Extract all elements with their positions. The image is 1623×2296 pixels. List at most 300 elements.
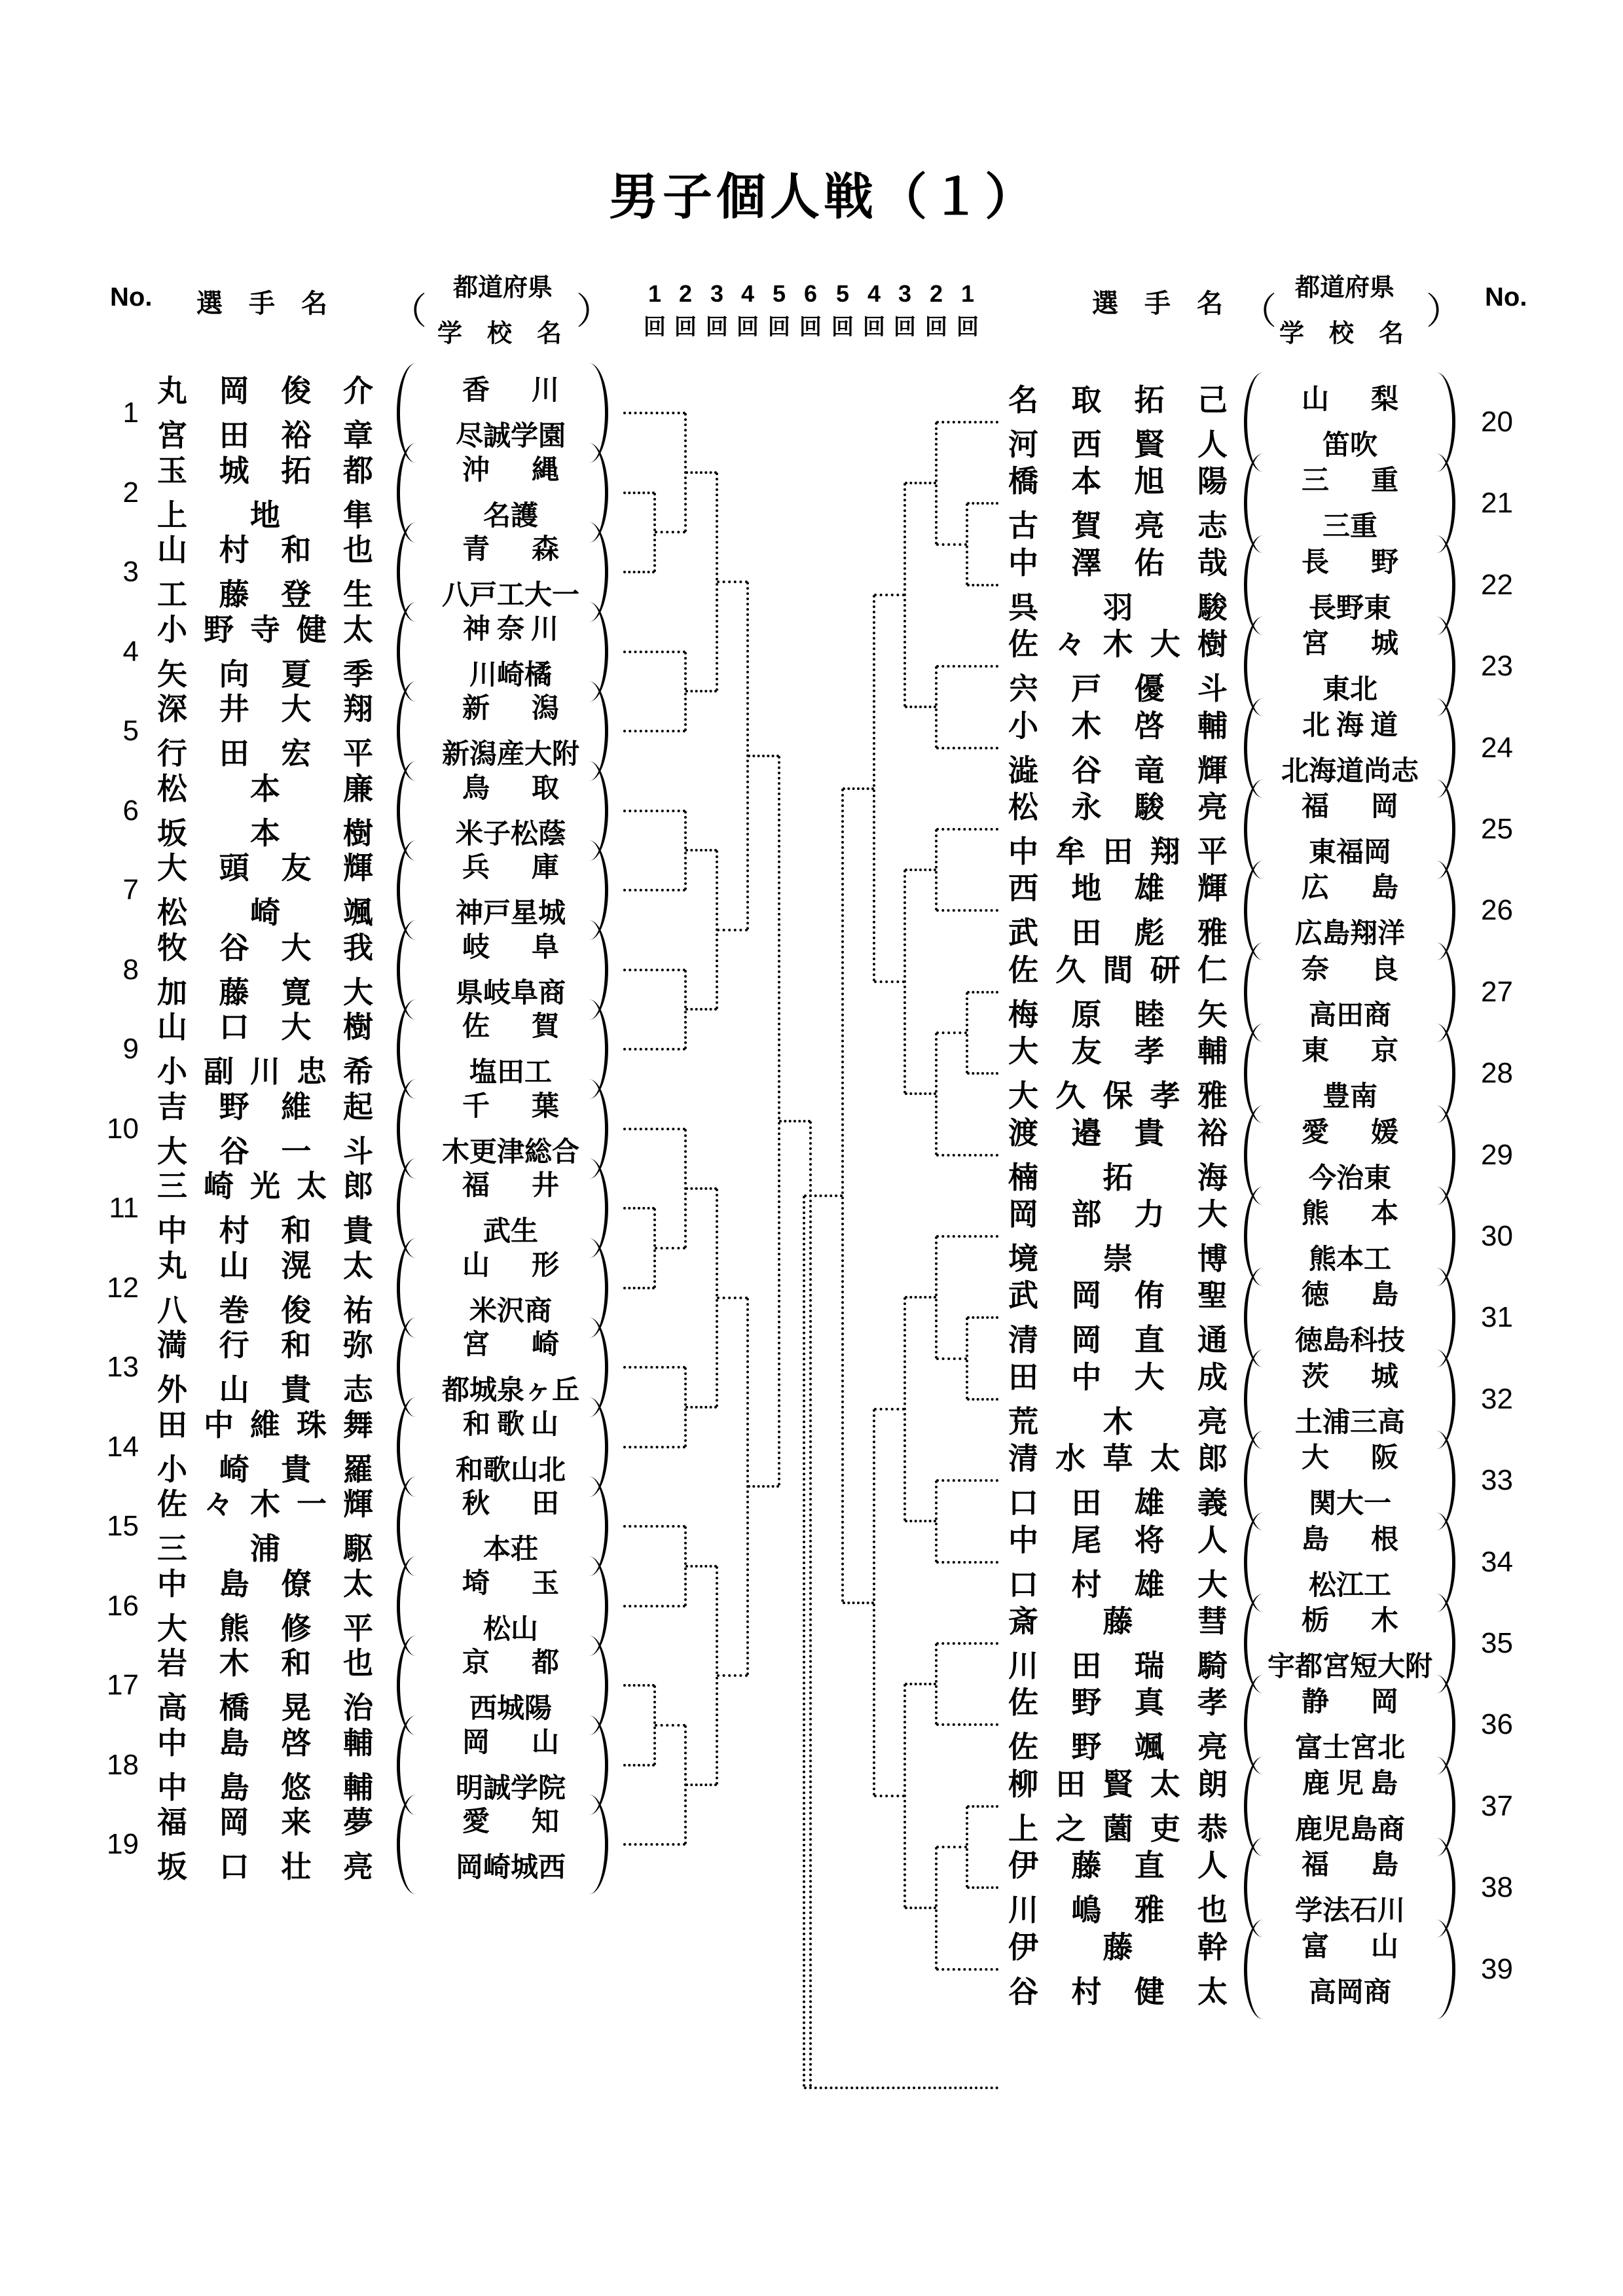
bracket-line-h: [623, 1525, 685, 1528]
bracket-line-h: [936, 543, 968, 546]
bracket-line-h: [623, 492, 655, 494]
entry-number: 33: [1481, 1464, 1513, 1497]
bracket-line-h: [936, 1154, 998, 1157]
player-name: 佐 久 間 研 仁: [1008, 952, 1228, 987]
bracket-line-h: [655, 1724, 686, 1727]
entry-number: 22: [1481, 568, 1513, 601]
bracket-line-h: [623, 571, 655, 573]
entry-number: 24: [1481, 731, 1513, 764]
player-name: 佐 々 木 一 輝: [157, 1487, 373, 1521]
prefecture: 岡 山: [462, 1726, 560, 1757]
school-name: 塩田工: [469, 1056, 552, 1087]
prefecture: 福 岡: [1301, 791, 1399, 821]
round-number: 5: [772, 280, 786, 307]
bracket-line-h: [623, 1287, 655, 1289]
round-suffix: 回: [768, 315, 790, 340]
entry-number: 34: [1481, 1545, 1513, 1578]
player-name: 中 島 啓 輔: [157, 1725, 373, 1760]
prefecture: 佐 賀: [462, 1011, 560, 1041]
bracket-line-h: [623, 810, 685, 812]
col-no-label-left: No.: [110, 283, 153, 312]
bracket-line-h: [685, 1008, 717, 1011]
bracket-line-h: [936, 747, 998, 749]
school-name: 明誠学院: [455, 1772, 566, 1803]
entry-number: 27: [1481, 975, 1513, 1008]
player-name: 坂 本 樹: [157, 816, 373, 850]
school-name: 高岡商: [1308, 1976, 1391, 2007]
bracket-line-h: [967, 1072, 998, 1075]
player-name: 佐 野 颯 亮: [1008, 1730, 1228, 1765]
bracket-line-h: [936, 909, 998, 912]
bracket-line-h: [748, 755, 779, 757]
school-name: 県岐阜商: [455, 977, 566, 1008]
bracket-line-h: [843, 787, 874, 790]
player-name: 小 崎 貴 羅: [157, 1452, 373, 1486]
player-name: 山 村 和 也: [157, 533, 373, 567]
player-name: 工 藤 登 生: [157, 577, 373, 611]
bracket-line-h: [623, 730, 685, 732]
bracket-line-h: [936, 665, 998, 668]
player-name: 清 水 草 太 郎: [1008, 1441, 1228, 1476]
player-name: 宍 戸 優 斗: [1008, 672, 1228, 706]
entry-number: 23: [1481, 650, 1513, 683]
player-name: 牧 谷 大 我: [157, 930, 373, 965]
entry-number: 35: [1481, 1627, 1513, 1659]
player-name: 三 浦 駆: [157, 1532, 373, 1566]
bracket-line-h: [936, 828, 998, 831]
player-name: 玉 城 拓 都: [157, 453, 373, 488]
entry-number: 6: [122, 794, 139, 827]
school-name: 高田商: [1308, 999, 1391, 1030]
bracket-line-h: [623, 1764, 655, 1767]
prefecture: 香 川: [462, 374, 560, 405]
entry-number: 18: [107, 1748, 139, 1781]
bracket-line-h: [685, 1565, 717, 1568]
entry-number: 14: [107, 1430, 139, 1463]
school-name: 岡崎城西: [455, 1852, 566, 1882]
player-name: 松 永 駿 亮: [1008, 790, 1228, 824]
prefecture: 富 山: [1301, 1930, 1399, 1962]
bracket-line-h: [936, 421, 998, 423]
entry-number: 1: [122, 397, 139, 429]
player-name: 小 副 川 忠 希: [157, 1054, 373, 1088]
player-name: 大 友 孝 輔: [1008, 1034, 1228, 1069]
bracket-line-h: [874, 980, 905, 983]
round-suffix: 回: [831, 315, 854, 340]
col-no-label-right: No.: [1485, 283, 1527, 312]
prefecture: 和 歌 山: [462, 1408, 559, 1439]
school-name: 関大一: [1308, 1488, 1391, 1519]
entry-number: 30: [1481, 1220, 1513, 1252]
bracket-line-h: [623, 1843, 685, 1846]
bracket-line-h: [685, 1187, 717, 1190]
bracket-line-h: [623, 1207, 655, 1210]
school-name: 和歌山北: [455, 1454, 566, 1485]
prefecture: 山 梨: [1301, 384, 1399, 414]
school-name: 今治東: [1308, 1162, 1391, 1193]
player-name: 大 谷 一 斗: [157, 1134, 373, 1168]
prefecture: 茨 城: [1301, 1360, 1399, 1391]
player-name: 八 巻 俊 祐: [157, 1293, 373, 1327]
prefecture: 千 葉: [462, 1090, 560, 1121]
prefecture: 秋 田: [462, 1488, 560, 1518]
player-name: 武 田 彪 雅: [1008, 916, 1228, 950]
bracket-line-h: [623, 412, 685, 414]
prefecture: 福 井: [462, 1170, 560, 1200]
entry-number: 7: [122, 874, 139, 906]
school-name: 広島翔洋: [1294, 918, 1405, 949]
bracket-line-h: [623, 1048, 685, 1050]
player-name: 深 井 大 翔: [157, 692, 373, 726]
school-name: 新潟産大附: [441, 738, 579, 769]
player-name: 宮 田 裕 章: [157, 418, 373, 452]
entry-number: 37: [1481, 1789, 1513, 1822]
prefecture: 山 形: [462, 1249, 560, 1280]
col-school-label-right: 学 校 名: [1279, 320, 1404, 348]
col-player-label-left: 選 手 名: [196, 289, 327, 318]
entry-number: 15: [107, 1510, 139, 1542]
school-name: 長野東: [1308, 592, 1391, 623]
round-suffix: 回: [894, 315, 916, 340]
bracket-line-h: [623, 1446, 685, 1448]
player-name: 西 地 雄 輝: [1008, 871, 1228, 906]
school-name: 富士宮北: [1294, 1732, 1405, 1763]
prefecture: 愛 知: [462, 1806, 560, 1837]
bracket-line-h: [623, 969, 685, 971]
bracket-line-h: [967, 1316, 998, 1319]
round-number: 4: [867, 280, 881, 307]
player-name: 吉 野 維 起: [157, 1089, 373, 1124]
player-name: 名 取 拓 己: [1008, 383, 1228, 417]
bracket-line-h: [905, 1683, 936, 1685]
player-name: 外 山 貴 志: [157, 1372, 373, 1407]
prefecture: 沖 縄: [462, 454, 560, 485]
player-name: 中 澤 佑 哉: [1008, 545, 1228, 580]
player-name: 武 岡 侑 聖: [1008, 1278, 1228, 1313]
player-name: 矢 向 夏 季: [157, 656, 373, 691]
player-name: 伊 藤 幹: [1008, 1929, 1228, 1964]
school-name: 北海道尚志: [1281, 755, 1419, 786]
player-name: 荒 木 亮: [1008, 1404, 1228, 1439]
player-name: 小 木 啓 輔: [1008, 708, 1228, 743]
school-name: 東北: [1322, 673, 1377, 705]
player-name: 岡 部 力 大: [1008, 1197, 1228, 1231]
player-name: 渡 邉 貴 裕: [1008, 1115, 1228, 1150]
entry-number: 13: [107, 1351, 139, 1383]
school-name: 三重: [1322, 511, 1377, 542]
right-winner-line: [803, 1196, 805, 2088]
bracket-line-h: [874, 594, 905, 596]
prefecture: 奈 良: [1301, 953, 1399, 984]
player-name: 松 本 廉: [157, 771, 373, 806]
paren-open-left-header: （: [390, 291, 427, 332]
prefecture: 鳥 取: [462, 772, 560, 803]
prefecture: 北 海 道: [1302, 709, 1398, 740]
round-suffix: 回: [644, 315, 666, 340]
entry-number: 16: [107, 1589, 139, 1622]
player-name: 澁 谷 竜 輝: [1008, 753, 1228, 787]
prefecture: 青 森: [462, 533, 560, 564]
bracket-line-h: [874, 1408, 905, 1410]
bracket-line-h: [685, 471, 717, 474]
player-name: 中 島 悠 輔: [157, 1770, 373, 1804]
player-name: 口 村 雄 大: [1008, 1567, 1228, 1602]
bracket-line-h: [905, 706, 936, 708]
round-number: 1: [647, 280, 662, 307]
player-name: 小 野 寺 健 太: [157, 612, 373, 647]
prefecture: 京 都: [462, 1647, 560, 1677]
bracket-line-h: [685, 1784, 717, 1786]
bracket-line-h: [804, 1194, 843, 1197]
round-number: 1: [960, 280, 975, 307]
prefecture: 長 野: [1301, 546, 1399, 577]
prefecture: 宮 崎: [462, 1329, 560, 1359]
final-line: [804, 2087, 998, 2089]
entry-number: 17: [107, 1669, 139, 1701]
player-name: 中 牟 田 翔 平: [1008, 834, 1228, 869]
player-name: 丸 岡 俊 介: [157, 374, 373, 408]
player-name: 古 賀 亮 志: [1008, 509, 1228, 543]
bracket-line-h: [905, 869, 936, 871]
round-suffix: 回: [706, 315, 728, 340]
round-number: 2: [929, 280, 943, 307]
prefecture: 島 根: [1301, 1523, 1399, 1554]
school-name: 土浦三高: [1294, 1406, 1405, 1437]
school-name: 鹿児島商: [1294, 1813, 1405, 1844]
round-number: 6: [803, 280, 818, 307]
entry-number: 2: [122, 476, 139, 509]
bracket-line-h: [655, 1247, 686, 1249]
entry-number: 39: [1481, 1952, 1513, 1985]
player-name: 田 中 維 珠 舞: [157, 1407, 373, 1442]
entry-number: 25: [1481, 813, 1513, 845]
prefecture: 新 潟: [462, 692, 560, 723]
player-name: 満 行 和 弥: [157, 1328, 373, 1362]
entry-number: 4: [122, 635, 139, 668]
entry-number: 3: [122, 556, 139, 588]
prefecture: 大 阪: [1301, 1442, 1399, 1473]
col-school-label-left: 学 校 名: [437, 320, 562, 348]
bracket-line-h: [623, 1128, 685, 1130]
player-name: 斎 藤 彗: [1008, 1604, 1228, 1638]
player-name: 松 崎 颯: [157, 895, 373, 929]
col-pref-label-left: 都道府県: [453, 274, 553, 302]
school-name: 宇都宮短大附: [1267, 1651, 1432, 1681]
player-name: 丸 山 滉 太: [157, 1248, 373, 1283]
entry-number: 29: [1481, 1138, 1513, 1171]
player-name: 坂 口 壮 亮: [157, 1850, 373, 1884]
prefecture: 宮 城: [1301, 628, 1399, 659]
prefecture: 鹿 児 島: [1302, 1767, 1398, 1799]
bracket-line-h: [623, 1366, 685, 1369]
player-name: 梅 原 睦 矢: [1008, 997, 1228, 1031]
entry-number: 10: [107, 1112, 139, 1145]
prefecture: 徳 島: [1301, 1279, 1399, 1310]
round-suffix: 回: [925, 315, 947, 340]
bracket-line-h: [748, 1485, 779, 1488]
bracket-line-h: [623, 1605, 685, 1607]
player-name: 上 之 薗 吏 恭: [1008, 1811, 1228, 1846]
entry-number: 31: [1481, 1301, 1513, 1334]
player-name: 加 藤 寛 大: [157, 975, 373, 1009]
player-name: 橋 本 旭 陽: [1008, 464, 1228, 499]
entry-number: 20: [1481, 406, 1513, 438]
round-suffix: 回: [957, 315, 979, 340]
prefecture: 愛 媛: [1301, 1116, 1399, 1147]
school-name: 木更津総合: [441, 1136, 579, 1167]
player-name: 河 西 賢 人: [1008, 427, 1228, 461]
bracket-line-h: [936, 1642, 998, 1645]
player-name: 大 熊 修 平: [157, 1611, 373, 1645]
school-name: 川崎橘: [469, 658, 552, 690]
bracket-line-h: [905, 482, 936, 484]
bracket-line-h: [936, 1479, 998, 1482]
bracket-line-h: [905, 1296, 936, 1299]
col-pref-label-right: 都道府県: [1295, 274, 1395, 302]
bracket-line-h: [905, 1907, 936, 1909]
player-name: 上 地 隼: [157, 497, 373, 532]
round-number: 4: [740, 280, 755, 307]
player-name: 三 崎 光 太 郎: [157, 1169, 373, 1203]
bracket-line-h: [623, 651, 685, 653]
round-number: 3: [898, 280, 912, 307]
school-name: 徳島科技: [1294, 1325, 1405, 1356]
round-number: 3: [710, 280, 724, 307]
paren-close-left-header: ）: [576, 291, 613, 332]
entry-number: 5: [122, 715, 139, 747]
player-name: 佐 々 木 大 樹: [1008, 627, 1228, 662]
school-name: 豊南: [1322, 1081, 1377, 1112]
bracket-line-h: [936, 1561, 998, 1564]
player-name: 大 久 保 孝 雅: [1008, 1079, 1228, 1113]
bracket-line-h: [779, 1120, 811, 1122]
school-name: 都城泉ヶ丘: [441, 1374, 579, 1405]
player-name: 口 田 雄 義: [1008, 1486, 1228, 1520]
prefecture: 静 岡: [1301, 1686, 1399, 1717]
page-title: 男子個人戦（１）: [609, 170, 1038, 225]
entry-number: 28: [1481, 1057, 1513, 1090]
bracket-line-h: [655, 531, 686, 533]
prefecture: 三 重: [1301, 465, 1399, 496]
bracket-line-h: [623, 889, 685, 891]
bracket-line-h: [685, 849, 717, 852]
bracket-line-h: [905, 1520, 936, 1522]
player-name: 柳 田 賢 太 朗: [1008, 1767, 1228, 1801]
prefecture: 東 京: [1301, 1035, 1399, 1066]
school-name: 武生: [483, 1215, 538, 1246]
paren-open-right-header: （: [1240, 291, 1277, 332]
school-name: 米子松蔭: [455, 817, 566, 849]
player-name: 清 岡 直 通: [1008, 1323, 1228, 1357]
prefecture: 広 島: [1301, 872, 1399, 903]
entry-number: 9: [122, 1033, 139, 1065]
entry-number: 12: [107, 1271, 139, 1304]
round-number: 2: [678, 280, 693, 307]
entry-number: 32: [1481, 1382, 1513, 1415]
round-number: 5: [835, 280, 850, 307]
school-name: 熊本工: [1308, 1244, 1391, 1274]
school-name: 東福岡: [1308, 836, 1391, 867]
player-name: 中 村 和 貴: [157, 1213, 373, 1247]
bracket-line-h: [967, 991, 998, 994]
player-name: 大 頭 友 輝: [157, 851, 373, 885]
bracket-line-h: [717, 1297, 748, 1299]
player-name: 境 崇 博: [1008, 1242, 1228, 1276]
school-name: 笛吹: [1322, 429, 1377, 460]
school-name: 松山: [483, 1613, 538, 1644]
player-name: 山 口 大 樹: [157, 1010, 373, 1044]
player-name: 呉 羽 駿: [1008, 590, 1228, 624]
entry-number: 19: [107, 1828, 139, 1860]
player-name: 谷 村 健 太: [1008, 1974, 1228, 2009]
bracket-line-h: [936, 1968, 998, 1971]
prefecture: 栃 木: [1301, 1605, 1399, 1636]
player-name: 佐 野 真 孝: [1008, 1685, 1228, 1720]
player-name: 高 橋 晃 治: [157, 1691, 373, 1725]
prefecture: 岐 阜: [462, 931, 560, 962]
player-name: 中 尾 将 人: [1008, 1522, 1228, 1557]
bracket-line-h: [967, 502, 998, 505]
prefecture: 福 島: [1301, 1849, 1399, 1880]
entry-number: 8: [122, 953, 139, 986]
school-name: 米沢商: [469, 1295, 552, 1326]
school-name: 西城陽: [469, 1693, 552, 1723]
round-suffix: 回: [674, 315, 697, 340]
player-name: 岩 木 和 也: [157, 1646, 373, 1680]
player-name: 川 嶋 雅 也: [1008, 1893, 1228, 1928]
entry-number: 38: [1481, 1871, 1513, 1904]
bracket-line-h: [936, 1031, 968, 1034]
bracket-line-h: [717, 1674, 748, 1677]
round-suffix: 回: [799, 315, 822, 340]
left-winner-line: [809, 1121, 812, 2088]
bracket-line-h: [967, 1398, 998, 1401]
bracket-line-h: [936, 1357, 968, 1360]
round-suffix: 回: [863, 315, 885, 340]
school-name: 本荘: [483, 1534, 538, 1564]
player-name: 福 岡 来 夢: [157, 1805, 373, 1839]
bracket-line-h: [717, 929, 748, 931]
bracket-line-h: [936, 1235, 998, 1238]
bracket-line-h: [967, 584, 998, 586]
school-name: 学法石川: [1294, 1895, 1405, 1926]
bracket-line-h: [623, 1684, 655, 1687]
bracket-line-h: [843, 1602, 874, 1604]
paren-close-right-header: ）: [1426, 291, 1463, 332]
bracket-line-h: [936, 1846, 968, 1848]
school-name: 松江工: [1308, 1569, 1391, 1600]
col-player-label-right: 選 手 名: [1092, 289, 1223, 318]
round-suffix: 回: [737, 315, 759, 340]
school-name: 八戸工大一: [441, 579, 579, 610]
entry-number: 21: [1481, 487, 1513, 520]
bracket-line-h: [905, 1092, 936, 1095]
bracket-line-h: [967, 1886, 998, 1889]
prefecture: 熊 本: [1301, 1198, 1399, 1229]
player-name: 川 田 瑞 騎: [1008, 1649, 1228, 1683]
player-name: 行 田 宏 平: [157, 736, 373, 770]
entry-number: 11: [109, 1192, 139, 1224]
bracket-line-h: [874, 1795, 905, 1797]
school-name: 尽誠学園: [455, 420, 566, 451]
player-name: 田 中 大 成: [1008, 1359, 1228, 1394]
bracket-line-h: [967, 1805, 998, 1808]
bracket-line-h: [717, 581, 748, 583]
bracket-line-h: [936, 1723, 998, 1726]
entry-number: 36: [1481, 1708, 1513, 1741]
player-name: 伊 藤 直 人: [1008, 1848, 1228, 1883]
prefecture: 埼 玉: [462, 1567, 560, 1598]
